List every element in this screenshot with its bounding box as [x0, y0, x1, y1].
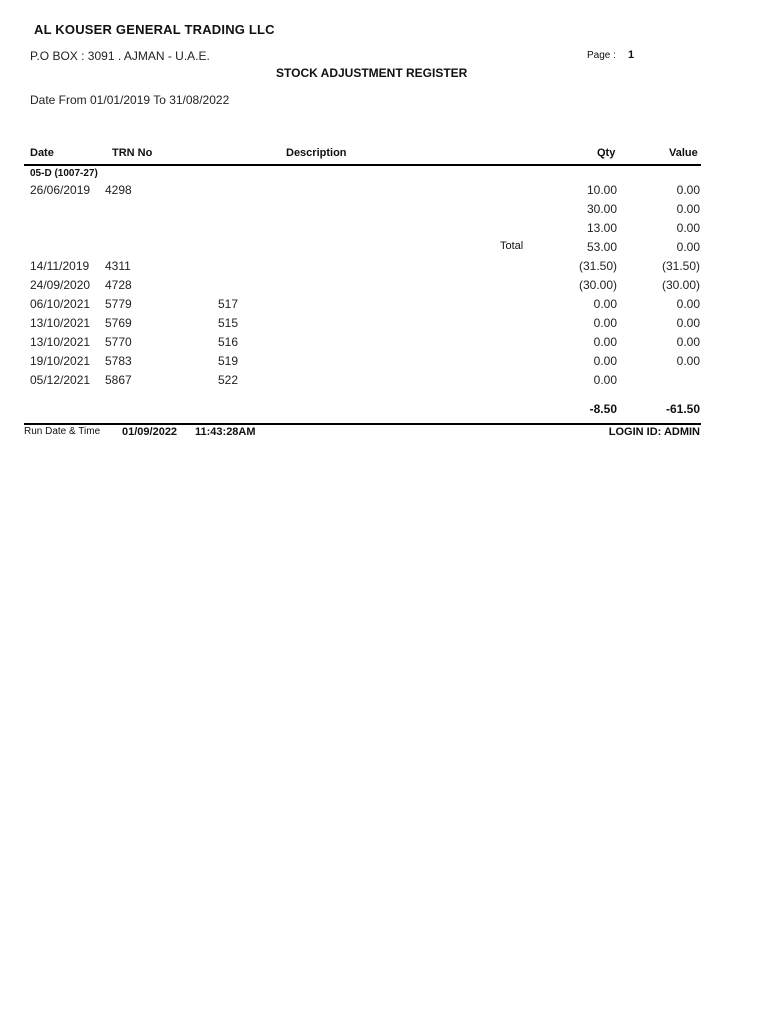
row-value: 0.00 [676, 183, 700, 197]
row-qty: 0.00 [593, 354, 617, 368]
run-time: 11:43:28AM [195, 426, 256, 438]
row-description: 522 [218, 373, 239, 387]
row-date: 19/10/2021 [30, 354, 91, 368]
header-divider [24, 164, 701, 166]
row-qty: 0.00 [593, 373, 617, 387]
row-value: 0.00 [676, 335, 700, 349]
row-value: (30.00) [661, 278, 700, 292]
row-qty: 13.00 [586, 221, 617, 235]
column-header-date: Date [30, 147, 54, 159]
row-value: 0.00 [676, 221, 700, 235]
column-header-description: Description [286, 147, 347, 159]
page-label: Page : [587, 50, 616, 61]
page-number: 1 [628, 49, 635, 61]
date-range: Date From 01/01/2019 To 31/08/2022 [30, 93, 230, 107]
row-date: 13/10/2021 [30, 316, 91, 330]
row-value: 0.00 [676, 297, 700, 311]
row-date: 05/12/2021 [30, 373, 91, 387]
row-qty: (31.50) [578, 259, 617, 273]
company-address: P.O BOX : 3091 . AJMAN - U.A.E. [30, 49, 210, 63]
row-qty: 0.00 [593, 335, 617, 349]
row-qty: 10.00 [586, 183, 617, 197]
row-value: 0.00 [676, 354, 700, 368]
row-value: 0.00 [676, 240, 700, 254]
row-value: 0.00 [676, 202, 700, 216]
row-qty: 0.00 [593, 297, 617, 311]
grand-total-value: -61.50 [665, 402, 700, 416]
grand-total-qty: -8.50 [589, 402, 617, 416]
row-date: 14/11/2019 [30, 259, 90, 273]
row-date: 26/06/2019 [30, 183, 91, 197]
row-trn: 5770 [105, 335, 132, 349]
row-date: 24/09/2020 [30, 278, 91, 292]
group-label: 05-D (1007-27) [30, 168, 98, 179]
row-value: (31.50) [661, 259, 700, 273]
row-qty: 0.00 [593, 316, 617, 330]
row-description: 519 [218, 354, 239, 368]
row-description: 515 [218, 316, 239, 330]
row-trn: 4728 [105, 278, 132, 292]
footer-divider [24, 423, 701, 425]
row-trn: 4311 [105, 259, 131, 273]
row-trn: 5867 [105, 373, 132, 387]
row-qty: 30.00 [586, 202, 617, 216]
row-date: 13/10/2021 [30, 335, 91, 349]
row-description: 517 [218, 297, 239, 311]
row-trn: 5769 [105, 316, 132, 330]
login-id: LOGIN ID: ADMIN [608, 426, 700, 438]
row-date: 06/10/2021 [30, 297, 91, 311]
column-header-qty: Qty [597, 147, 616, 159]
row-trn: 5783 [105, 354, 132, 368]
row-description: 516 [218, 335, 239, 349]
column-header-value: Value [669, 147, 698, 159]
run-date-label: Run Date & Time [24, 426, 101, 437]
company-name: AL KOUSER GENERAL TRADING LLC [34, 22, 275, 37]
row-total-label: Total [500, 240, 524, 252]
run-date: 01/09/2022 [122, 426, 178, 438]
row-trn: 4298 [105, 183, 132, 197]
report-title: STOCK ADJUSTMENT REGISTER [276, 66, 468, 80]
row-trn: 5779 [105, 297, 132, 311]
row-qty: 53.00 [586, 240, 617, 254]
column-header-trn: TRN No [112, 147, 153, 159]
row-value: 0.00 [676, 316, 700, 330]
row-qty: (30.00) [578, 278, 617, 292]
